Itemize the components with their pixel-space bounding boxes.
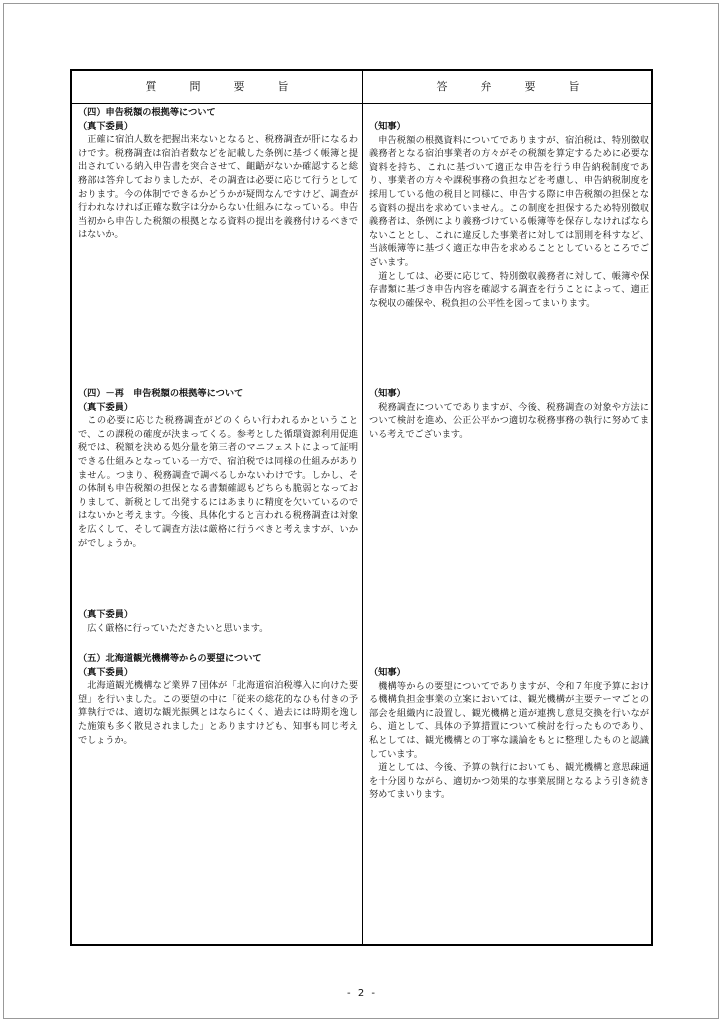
question-text: 広く厳格に行っていただきたいと思います。 — [87, 622, 269, 634]
speaker-label: （知事） — [369, 388, 406, 399]
speaker-label: （知事） — [369, 667, 406, 678]
answer-block-4 — [369, 666, 649, 802]
question-text: この必要に応じた税務調査がどのくらい行われるかということで、この課税の確度が決まってくる。参考とした循環資源利用促進税では、税額を決める処分量を第三者のマニフェストによって証明できる仕組みとなっている一方で、宿泊税では同様の仕組みがありません。つまり、税務調査で調べるしかないわけです。しかし、その体制も申告税額の担保となる書類確認もどちらも脆弱となっておりまして、新税として出発するにはあまりに精度を欠いているのではないかと考えます。今後、具体化すると言われる税務調査は対象を広くして、そして調査方法は厳格に行うべきと考えますが、いかがでしょうか。 — [78, 415, 358, 549]
answer-block-2 — [369, 387, 649, 441]
speaker-label: （真下委員） — [78, 401, 134, 413]
answer-text: 道としては、必要に応じて、特別徴収義務者に対して、帳簿や保存書類に基づき申告内容を確認する調査を行うことによって、適正な税収の確保や、税負担の公平性を図ってまいります。 — [369, 270, 649, 309]
speaker-label: （真下委員） — [78, 666, 134, 678]
section-heading: （四）申告税額の根拠等について — [78, 107, 216, 118]
question-block-2 — [78, 387, 358, 550]
answer-block-1 — [369, 120, 649, 310]
question-block-4 — [78, 652, 358, 747]
section-heading: （四）－再 申告税額の根拠等について — [78, 388, 244, 399]
answer-text: 道としては、今後、予算の執行においても、観光機構と意思疎通を十分図りながら、適切かつ効果的な事業展開となるよう引き続き努めてまいります。 — [369, 762, 649, 801]
question-block-1 — [78, 106, 358, 242]
question-block-3 — [78, 608, 358, 635]
answer-text: 申告税額の根拠資料についてでありますが、宿泊税は、特別徴収義務者となる宿泊事業者の方々がその税額を算定するために必要な資料を持ち、これに基づいて適正な申告を行う申告納税制度であり、事業者の方々や課税事務の負担などを考慮し、申告納税制度を採用している他の税目と同様に、申告する際に申告税額の担保となる資料の提出を求めていません。この制度を担保するため特別徴収義務者は、条例により義務づけている帳簿等を保存しなければならないこととし、これに違反した事業者に対しては罰則を科すなど、当該帳簿等に基づく適正な申告を求めることとしているところでございます。 — [369, 134, 649, 268]
answer-text: 機構等からの要望についてでありますが、令和７年度予算における機構負担金事業の立案においては、観光機構が主要テーマごとの部会を組織内に設置し、観光機構と道が連携し意見交換を行いながら、道として、具体の予算措置について検討を行ったものであり、私としては、観光機構との丁寧な議論をもとに整理したものと認識しています。 — [369, 680, 649, 760]
speaker-label: （真下委員） — [78, 609, 134, 620]
qa-table — [70, 69, 653, 946]
section-heading: （五）北海道観光機構等からの要望について — [78, 653, 262, 664]
answer-text: 税務調査についてでありますが、今後、税務調査の対象や方法について検討を進め、公正公平かつ適切な税務事務の執行に努めてまいる考えでございます。 — [369, 401, 649, 440]
column-divider — [362, 71, 363, 944]
speaker-label: （真下委員） — [78, 120, 134, 132]
question-column-header: 質問要旨 — [145, 80, 322, 93]
page-number: - 2 - — [347, 988, 377, 999]
question-text: 北海道観光機構など業界７団体が「北海道宿泊税導入に向けた要望」を行いました。この要望の中に「従来の総花的なひも付きの予算執行では、適切な観光振興とはならにくく、過去には時期を逸した施策も多く散見されました」とありますけども、知事も同じ考えでしょうか。 — [78, 680, 358, 746]
question-text: 正確に宿泊人数を把握出来ないとなると、税務調査が肝になるわけです。税務調査は宿泊者数などを記載した条例に基づく帳簿と提出されている納入申告書を突合させて、齟齬がないか確認すると総務部は答弁しておりましたが、その調査は必要に応じて行うとしております。今の体制でできるかどうかが疑問なんですけど、調査が行われなければ正確な数字は分からない仕組みになっている。申告当初から申告した税額の根拠となる資料の提出を義務付けるべきではないか。 — [78, 134, 358, 241]
speaker-label: （知事） — [369, 121, 406, 132]
answer-column-header: 答弁要旨 — [436, 80, 613, 93]
